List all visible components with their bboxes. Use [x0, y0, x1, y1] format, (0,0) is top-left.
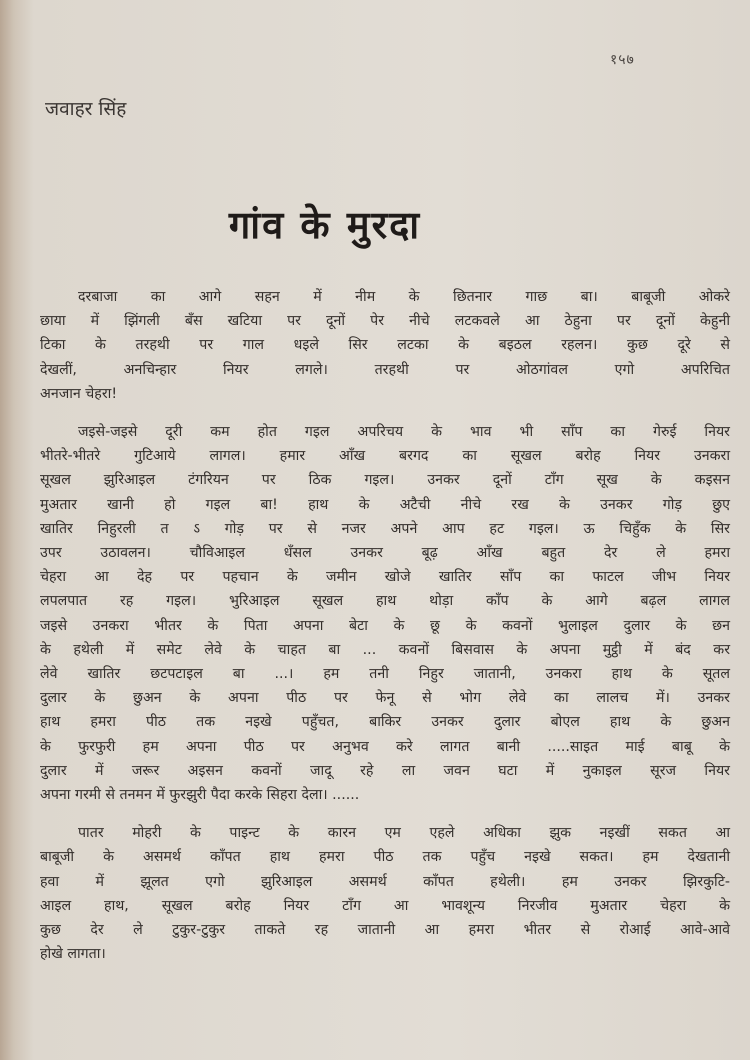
text-line: देखलीं, अनचिन्हार नियर लगले। तरहथी पर ओठगांवल एगो अपरिचित: [40, 361, 730, 378]
text-line: पातर मोहरी के पाइन्ट के कारन एम एहले अधिका झुक नइखीं सकत आ: [78, 825, 730, 842]
paragraph-3: [40, 821, 730, 966]
text-line: अनजान चेहरा!: [40, 385, 118, 402]
paragraph-2: [40, 420, 730, 807]
text-line: भीतरे-भीतरे गुटिआये लागल। हमार आँख बरगद का सूखल बरोह नियर उनकरा: [40, 448, 730, 465]
text-line: छाया में झिंगली बँस खटिया पर दूनों पेर नीचे लटकवले आ ठेहुना पर दूनों केहुनी: [40, 313, 730, 330]
author-name: जवाहर सिंह: [45, 98, 127, 120]
story-body: [40, 285, 730, 980]
text-line: मुअतार खानी हो गइल बा! हाथ के अटैची नीचे रख के उनकर गोड़ छुए: [40, 496, 730, 513]
story-title: गांव के मुरदा: [228, 203, 422, 247]
text-line: जइसे उनकरा भीतर के पिता अपना बेटा के छू के कवनों भुलाइल दुलार के छन: [40, 617, 730, 634]
text-line: के फुरफुरी हम अपना पीठ पर अनुभव करे लागत बानी .....साइत माई बाबू के: [40, 738, 730, 755]
text-line: टिका के तरहथी पर गाल धइले सिर लटका के बइठल रहलन। कुछ दूरे से: [40, 337, 730, 354]
text-line: सूखल झुरिआइल टंगरियन पर ठिक गइल। उनकर दूनों टाँग सूख के कइसन: [40, 472, 730, 489]
text-line: होखे लागता।: [40, 946, 106, 963]
text-line: आइल हाथ, सूखल बरोह नियर टाँग आ भावशून्य निरजीव मुअतार चेहरा के: [40, 897, 730, 914]
text-line: हाथ हमरा पीठ तक नइखे पहुँचत, बाकिर उनकर दुलार बोएल हाथ के छुअन: [40, 714, 730, 731]
page-number: १५७: [610, 52, 635, 68]
text-line: के हथेली में समेट लेवे के चाहत बा ... कवनों बिसवास के अपना मुट्ठी में बंद कर: [40, 641, 730, 658]
text-line: दुलार के छुअन के अपना पीठ पर फेनू से भोग लेवे का लालच में। उनकर: [40, 690, 730, 707]
text-line: बाबूजी के असमर्थ काँपत हाथ हमरा पीठ तक पहुँच नइखे सकत। हम देखतानी: [40, 849, 730, 866]
text-line: जइसे-जइसे दूरी कम होत गइल अपरिचय के भाव भी साँप का गेरुई नियर: [78, 424, 730, 441]
text-line: दुलार में जरूर अइसन कवनों जादू रहे ला जवन घटा में नुकाइल सूरज नियर: [40, 762, 730, 779]
paragraph-1: [40, 285, 730, 406]
text-line: चेहरा आ देह पर पहचान के जमीन खोजे खातिर साँप का फाटल जीभ नियर: [40, 569, 730, 586]
text-line: अपना गरमी से तनमन में फुरझुरी पैदा करके सिहरा देला। ......: [40, 787, 360, 804]
text-line: लेवे खातिर छटपटाइल बा ...। हम तनी निहुर जातानी, उनकरा हाथ के सूतल: [40, 666, 730, 683]
text-line: खातिर निहुरली त ऽ गोड़ पर से नजर अपने आप हट गइल। ऊ चिहुँक के सिर: [40, 520, 730, 537]
text-line: दरबाजा का आगे सहन में नीम के छितनार गाछ बा। बाबूजी ओकरे: [78, 289, 730, 305]
text-line: कुछ देर ले टुकुर-टुकुर ताकते रह जातानी आ हमरा भीतर से रोआई आवे-आवे: [40, 922, 730, 939]
text-line: हवा में झूलत एगो झुरिआइल असमर्थ काँपत हथेली। हम उनकर झिरकुटि-: [40, 873, 730, 890]
text-line: उपर उठावलन। चौविआइल धँसल उनकर बूढ़ आँख बहुत देर ले हमरा: [40, 545, 730, 562]
text-line: लपलपात रह गइल। भुरिआइल सूखल हाथ थोड़ा काँप के आगे बढ़ल लागल: [40, 593, 730, 610]
